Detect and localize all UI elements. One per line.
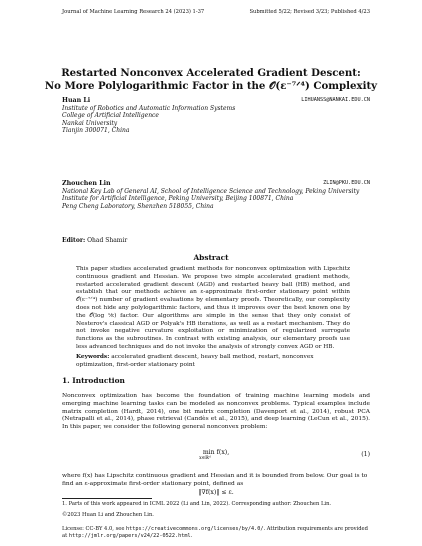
license-line <box>62 526 372 539</box>
intro-paragraph-2: where f(x) has Lipschitz continuous gradient and Hessian and it is bounded from below. Our goal is to find an ε-approximate first-order stationary point, defined as <box>62 473 368 487</box>
section-heading: 1. Introduction <box>62 376 125 385</box>
license-url-link[interactable]: https://creativecommons.org/licenses/by/4.0/ <box>126 526 264 532</box>
keywords-line <box>76 354 350 370</box>
license-suffix: . <box>190 532 193 539</box>
running-head-dates: Submitted 5/22; Revised 3/23; Published 4/23 <box>249 9 370 15</box>
paper-title <box>0 67 422 93</box>
equation-2-body: ‖∇f(x)‖ ≤ ε. <box>198 489 234 496</box>
author-email[interactable]: LIHUANSS@NANKAI.EDU.CN <box>301 97 370 103</box>
author-name: Huan Li <box>62 97 91 104</box>
equation-1-subscript: x∈ℝᵈ <box>199 456 211 461</box>
author-name: Zhouchen Lin <box>62 180 111 187</box>
footnote-rule <box>62 498 152 499</box>
equation-1 <box>62 449 370 461</box>
intro-paragraph-1: Nonconvex optimization has become the foundation of training machine learning models and emerging machine learning tasks can be modeled as nonconvex problems. Typical examples include matrix completion (Hardt, 2014), one bit matrix completion (Davenport et al., 2014), robust PCA (Netrapalli et al., 2014), phase retrieval (Candès et al., 2015), and deep learning (LeCun et al., 2015). In this paper, we consider the following general nonconvex problem: <box>62 393 370 431</box>
abstract-heading: Abstract <box>193 253 229 262</box>
author-affiliation: Nankai University <box>62 119 118 127</box>
equation-1-body: min f(x), <box>202 449 230 456</box>
author-affiliation: National Key Lab of General AI, School of Intelligence Science and Technology, Peking University <box>62 187 360 195</box>
equation-1-number: (1) <box>361 451 370 458</box>
editor-label: Editor: <box>62 237 86 244</box>
license-middle: . Attribution requirements are provided at <box>62 526 368 539</box>
author-block-2 <box>62 180 370 210</box>
running-head <box>62 9 370 15</box>
copyright-line: ©2023 Huan Li and Zhouchen Lin. <box>62 512 154 518</box>
editor-name: Ohad Shamir <box>87 237 128 244</box>
author-block-1 <box>62 97 370 135</box>
author-affiliation: Tianjin 300071, China <box>62 127 130 135</box>
author-affiliation: College of Artificial Intelligence <box>62 112 159 120</box>
author-affiliation: Institute for Artificial Intelligence, Peking University, Beijing 100871, China <box>62 195 294 203</box>
footnote: 1. Parts of this work appeared in ICML 2022 (Li and Lin, 2022). Corresponding author: Zhouchen Lin. <box>62 501 332 507</box>
abstract-text: This paper studies accelerated gradient methods for nonconvex optimization with Lipschitz continuous gradient and Hessian. We propose two simple accelerated gradient methods, restarted accelerated gradient descent (AGD) and restarted heavy ball (HB) method, and establish that our methods achieve an ε-approximate first-order stationary point within 𝒪(ε⁻⁷ᐟ⁴) number of gradient evaluations by elementary proofs. Theoretically, our complexity does not hide any polylogarithmic factors, and thus it improves over the best known one by the 𝒪(log ¹⁄ε) factor. Our algorithms are simple in the sense that they only consist of Nesterov's classical AGD or Polyak's HB iterations, as well as a restart mechanism. They do not invoke negative curvature exploitation or minimization of regularized surrogate functions as the subroutines. In contrast with existing analysis, our elementary proofs use less advanced techniques and do not invoke the analysis of strongly convex AGD or HB. <box>76 266 350 350</box>
paper-url-link[interactable]: http://jmlr.org/papers/v24/22-0522.html <box>68 532 191 539</box>
title-line-2: No More Polylogarithmic Factor in the 𝒪(ε⁻⁷ᐟ⁴) Complexity <box>44 80 378 92</box>
author-affiliation: Institute of Robotics and Automatic Information Systems <box>62 104 236 112</box>
keywords-text: accelerated gradient descent, heavy ball method, restart, nonconvex optimization, first-order stationary point <box>76 354 314 368</box>
equation-2 <box>62 489 370 496</box>
running-head-journal: Journal of Machine Learning Research 24 (2023) 1-37 <box>62 9 205 15</box>
editor-line <box>62 237 127 244</box>
title-line-1: Restarted Nonconvex Accelerated Gradient Descent: <box>61 67 361 79</box>
license-prefix: License: CC-BY 4.0, see <box>62 526 125 532</box>
author-email[interactable]: ZLIN@PKU.EDU.CN <box>323 180 370 186</box>
author-affiliation: Peng Cheng Laboratory, Shenzhen 518055, China <box>62 202 214 210</box>
keywords-label: Keywords: <box>76 354 110 360</box>
